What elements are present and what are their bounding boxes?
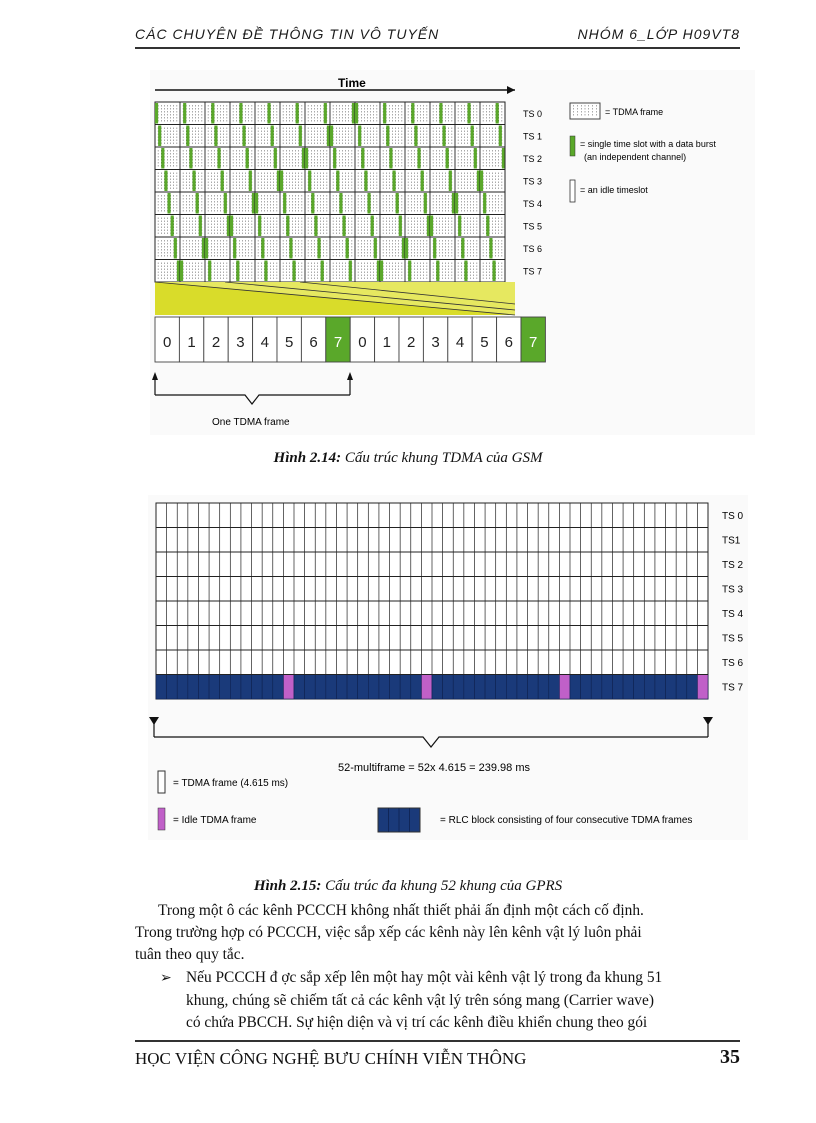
rlc-frame — [687, 675, 698, 700]
data-burst — [408, 261, 411, 282]
data-burst — [264, 261, 267, 282]
timeslot-digit: 5 — [480, 334, 489, 351]
rlc-frame — [294, 675, 305, 700]
data-burst — [208, 261, 211, 282]
data-burst — [280, 171, 283, 192]
data-burst — [424, 193, 427, 214]
data-burst — [414, 126, 417, 147]
caption-1 — [0, 450, 816, 467]
data-burst — [446, 148, 449, 169]
idle-frame — [283, 675, 294, 700]
data-burst — [458, 216, 461, 237]
one-frame-label: One TDMA frame — [212, 417, 290, 428]
data-burst — [368, 193, 371, 214]
data-burst — [205, 238, 208, 259]
data-burst — [246, 148, 249, 169]
data-burst — [436, 261, 439, 282]
data-burst — [177, 261, 180, 282]
data-burst — [396, 193, 399, 214]
data-burst — [430, 216, 433, 237]
data-burst — [293, 261, 296, 282]
slot-label-2: TS 3 — [722, 584, 744, 596]
header-left: CÁC CHUYÊN ĐỀ THÔNG TIN VÔ TUYẾN — [135, 26, 440, 42]
data-burst — [339, 193, 342, 214]
footer-institution: HỌC VIỆN CÔNG NGHỆ BƯU CHÍNH VIỄN THÔNG — [135, 1049, 527, 1068]
rlc-frame — [411, 675, 422, 700]
rlc-frame — [326, 675, 337, 700]
rlc-frame — [549, 675, 560, 700]
rlc-frame — [220, 675, 231, 700]
data-burst — [161, 148, 164, 169]
rlc-frame — [655, 675, 666, 700]
idle-frame — [559, 675, 570, 700]
data-burst — [243, 126, 246, 147]
slot-label-2: TS 6 — [722, 658, 744, 669]
rlc-frame — [188, 675, 199, 700]
data-burst — [274, 148, 277, 169]
data-burst — [308, 171, 311, 192]
data-burst — [486, 216, 489, 237]
timeslot-digit: 7 — [529, 334, 538, 351]
legend-tdma-frame: = TDMA frame — [605, 107, 664, 117]
slot-label: TS 4 — [523, 199, 543, 209]
data-burst — [389, 148, 392, 169]
data-burst — [158, 126, 161, 147]
data-burst — [236, 261, 239, 282]
rlc-frame — [336, 675, 347, 700]
data-burst — [318, 238, 321, 259]
figure-gprs-multiframe — [148, 495, 748, 840]
rlc-frame — [538, 675, 549, 700]
multiframe-label: 52-multiframe = 52x 4.615 = 239.98 ms — [338, 762, 530, 774]
data-burst — [239, 103, 242, 124]
caption-2-label: Hình 2.15: — [253, 878, 322, 894]
data-burst — [468, 103, 471, 124]
data-burst — [155, 103, 158, 124]
data-burst — [461, 238, 464, 259]
legend-idle: = an idle timeslot — [580, 185, 648, 195]
data-burst — [183, 103, 186, 124]
timeslot-digit: 0 — [358, 334, 367, 351]
data-burst — [333, 148, 336, 169]
data-burst — [299, 126, 302, 147]
data-burst — [480, 171, 483, 192]
data-burst — [493, 261, 496, 282]
rlc-frame — [676, 675, 687, 700]
data-burst — [255, 193, 258, 214]
rlc-frame — [602, 675, 613, 700]
data-burst — [402, 238, 405, 259]
data-burst — [171, 216, 174, 237]
data-burst — [405, 238, 408, 259]
data-burst — [211, 103, 214, 124]
rlc-frame — [570, 675, 581, 700]
data-burst — [302, 148, 305, 169]
timeslot-digit: 1 — [187, 334, 196, 351]
timeslot-digit: 1 — [382, 334, 391, 351]
rlc-frame — [644, 675, 655, 700]
data-burst — [174, 238, 177, 259]
data-burst — [252, 193, 255, 214]
legend-idle-2: = Idle TDMA frame — [173, 815, 257, 826]
data-burst — [449, 171, 452, 192]
data-burst — [199, 216, 202, 237]
multiframe-grid — [156, 503, 708, 699]
slot-label-2: TS 7 — [722, 682, 744, 694]
data-burst — [452, 193, 455, 214]
data-burst — [189, 148, 192, 169]
data-burst — [433, 238, 436, 259]
data-burst — [380, 261, 383, 282]
slot-label-2: TS 2 — [722, 560, 744, 571]
rlc-frame — [241, 675, 252, 700]
rlc-frame — [252, 675, 263, 700]
timeslot-digit: 4 — [260, 334, 269, 351]
rlc-frame — [390, 675, 401, 700]
paragraph-line-1: Trong một ô các kênh PCCCH không nhất thiết phải ấn định một cách cố định. — [158, 902, 644, 919]
timeslot-digit: 3 — [236, 334, 245, 351]
rlc-frame — [167, 675, 178, 700]
data-burst — [321, 261, 324, 282]
paragraph-line-3: tuân theo quy tắc. — [135, 946, 245, 963]
data-burst — [261, 238, 264, 259]
data-burst — [221, 171, 224, 192]
data-burst — [224, 193, 227, 214]
data-burst — [193, 171, 196, 192]
rlc-frame — [305, 675, 316, 700]
slot-label: TS 3 — [523, 176, 543, 187]
data-burst — [393, 171, 396, 192]
data-burst — [383, 103, 386, 124]
data-burst — [443, 126, 446, 147]
data-burst — [286, 216, 289, 237]
bullet-line-3: có chứa PBCCH. Sự hiện diện và vị trí các kênh điều khiển chung theo gói — [186, 1014, 648, 1031]
timeslot-digit: 3 — [431, 334, 440, 351]
data-burst — [455, 193, 458, 214]
slot-label-2: TS 4 — [722, 609, 744, 620]
data-burst — [258, 216, 261, 237]
data-burst — [355, 103, 358, 124]
rlc-frame — [432, 675, 443, 700]
data-burst — [464, 261, 467, 282]
rlc-frame — [368, 675, 379, 700]
data-burst — [180, 261, 183, 282]
data-burst — [499, 126, 502, 147]
data-burst — [233, 238, 236, 259]
slot-label: TS 6 — [523, 244, 543, 254]
data-burst — [164, 171, 167, 192]
data-burst — [477, 171, 480, 192]
tdma-grid — [155, 102, 505, 282]
rlc-frame — [581, 675, 592, 700]
data-burst — [314, 216, 317, 237]
data-burst — [311, 193, 314, 214]
data-burst — [364, 171, 367, 192]
rlc-frame — [315, 675, 326, 700]
legend-rlc: = RLC block consisting of four consecutive TDMA frames — [440, 815, 693, 826]
footer-rule — [135, 1040, 740, 1042]
rlc-frame — [443, 675, 454, 700]
data-burst — [196, 193, 199, 214]
data-burst — [324, 103, 327, 124]
rlc-frame — [634, 675, 645, 700]
slot-label: TS 5 — [523, 221, 543, 232]
data-burst — [358, 126, 361, 147]
bullet-line-2: khung, chúng sẽ chiếm tất cả các kênh vật lý trên sóng mang (Carrier wave) — [186, 992, 654, 1009]
rlc-frame — [496, 675, 507, 700]
data-burst — [439, 103, 442, 124]
data-burst — [227, 216, 230, 237]
data-burst — [418, 148, 421, 169]
rlc-frame — [347, 675, 358, 700]
header-rule — [135, 47, 740, 49]
slot-label: TS 1 — [523, 131, 543, 142]
rlc-frame — [591, 675, 602, 700]
slot-label-2: TS 0 — [722, 511, 744, 522]
figure-gsm-tdma — [150, 70, 755, 435]
timeslot-digits — [155, 317, 545, 362]
bullet-arrow-icon: ➢ — [160, 971, 172, 986]
caption-1-label: Hình 2.14: — [273, 450, 342, 466]
caption-1-text: Cấu trúc khung TDMA của GSM — [341, 450, 543, 466]
rlc-frame — [230, 675, 241, 700]
data-burst — [283, 193, 286, 214]
data-burst — [346, 238, 349, 259]
caption-2 — [0, 878, 816, 895]
timeslot-digit: 2 — [211, 334, 221, 351]
legend-single-slot: = single time slot with a data burst — [580, 139, 716, 149]
rlc-frame — [464, 675, 475, 700]
data-burst — [296, 103, 299, 124]
header-right: NHÓM 6_LỚP H09VT8 — [577, 26, 740, 42]
rlc-frame — [506, 675, 517, 700]
timeslot-digit: 2 — [407, 334, 416, 351]
rlc-frame — [400, 675, 411, 700]
legend-single-slot-2: (an independent channel) — [584, 152, 687, 162]
rlc-frame — [474, 675, 485, 700]
rlc-frame — [623, 675, 634, 700]
legend-tdma-2: = TDMA frame (4.615 ms) — [173, 778, 289, 789]
slot-label: TS 2 — [523, 154, 543, 164]
caption-2-text: Cấu trúc đa khung 52 khung của GPRS — [321, 878, 563, 894]
page-number: 35 — [720, 1046, 740, 1068]
data-burst — [289, 238, 292, 259]
idle-frame — [697, 675, 708, 700]
timeslot-digit: 0 — [163, 334, 172, 351]
rlc-frame — [485, 675, 496, 700]
data-burst — [349, 261, 352, 282]
idle-frame — [421, 675, 432, 700]
data-burst — [230, 216, 233, 237]
data-burst — [268, 103, 271, 124]
rlc-frame — [358, 675, 369, 700]
data-burst — [352, 103, 355, 124]
data-burst — [343, 216, 346, 237]
data-burst — [202, 238, 205, 259]
data-burst — [361, 148, 364, 169]
data-burst — [214, 126, 217, 147]
data-burst — [330, 126, 333, 147]
data-burst — [374, 238, 377, 259]
data-burst — [421, 171, 424, 192]
data-burst — [277, 171, 280, 192]
data-burst — [377, 261, 380, 282]
data-burst — [305, 148, 308, 169]
data-burst — [371, 216, 374, 237]
bullet-line-1: Nếu PCCCH đ ợc sắp xếp lên một hay một vài kênh vật lý trong đa khung 51 — [186, 969, 663, 986]
data-burst — [399, 216, 402, 237]
timeslot-digit: 4 — [455, 334, 465, 351]
rlc-frame — [612, 675, 623, 700]
data-burst — [496, 103, 499, 124]
data-burst — [327, 126, 330, 147]
data-burst — [218, 148, 221, 169]
data-burst — [489, 238, 492, 259]
slot-label: TS 0 — [523, 109, 543, 119]
timeslot-digit: 5 — [285, 334, 294, 351]
rlc-frame — [156, 675, 167, 700]
data-burst — [271, 126, 274, 147]
data-burst — [168, 193, 171, 214]
paragraph-line-2: Trong trường hợp có PCCCH, việc sắp xếp các kênh này lên kênh vật lý luôn phải — [135, 924, 642, 941]
data-burst — [249, 171, 252, 192]
running-header — [135, 26, 740, 48]
slot-label-2: TS 5 — [722, 633, 744, 645]
data-burst — [483, 193, 486, 214]
timeslot-digit: 6 — [309, 334, 318, 351]
data-burst — [474, 148, 477, 169]
rlc-frame — [517, 675, 528, 700]
slot-label: TS 7 — [523, 266, 543, 277]
rlc-frame — [273, 675, 284, 700]
data-burst — [386, 126, 389, 147]
timeslot-digit: 6 — [504, 334, 513, 351]
rlc-frame — [209, 675, 220, 700]
rlc-frame — [177, 675, 188, 700]
rlc-frame — [262, 675, 273, 700]
rlc-frame — [453, 675, 464, 700]
data-burst — [411, 103, 414, 124]
timeslot-digit: 7 — [333, 334, 343, 351]
time-label: Time — [338, 76, 366, 90]
rlc-frame — [379, 675, 390, 700]
rlc-frame — [666, 675, 677, 700]
slot-label-2: TS1 — [722, 535, 741, 547]
data-burst — [186, 126, 189, 147]
data-burst — [336, 171, 339, 192]
rlc-frame — [528, 675, 539, 700]
data-burst — [427, 216, 430, 237]
data-burst — [471, 126, 474, 147]
rlc-frame — [198, 675, 209, 700]
data-burst — [502, 148, 505, 169]
